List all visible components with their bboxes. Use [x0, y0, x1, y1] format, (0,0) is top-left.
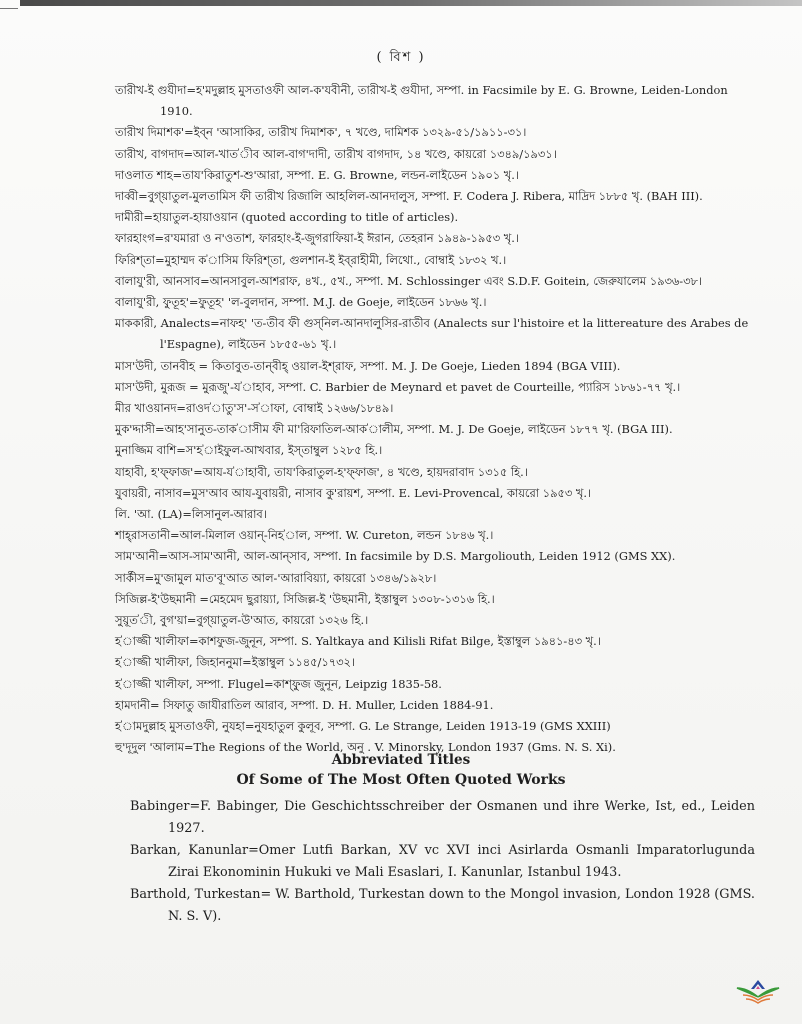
book-logo-icon	[735, 975, 781, 1005]
reference-list	[130, 796, 755, 928]
abbreviation-entry: মাস'উদী, মুরূজ = মুরূজু'-য'াহাব, সম্পা. C. Barbier de Meynard et pavet de Courteille, প্যারিস ১৮৬১-৭৭ খৃ.।	[115, 379, 681, 394]
abbreviation-entry: দাওলাত শাহ=তায'কিরাতুশ-শু'আরা, সম্পা. E. G. Browne, লন্ডন-লাইডেন ১৯০১ খৃ.।	[115, 167, 519, 182]
abbreviation-entry: ফিরিশ্‌তা=মুহাম্মদ ক'াসিম ফিরিশ্‌তা, গুলশান-ই ইব্‌রাহীমী, লিথো., বোম্বাই ১৮৩২ খ.।	[115, 252, 507, 267]
reference-entry: Barkan, Kanunlar=Omer Lutfi Barkan, XV vc XVI inci Asirlarda Osmanli Imparatorlugunda Zirai Ekonominin Hukuki ve Mali Esaslari, I. Kanunlar, Istanbul 1943.	[130, 843, 755, 880]
abbreviation-entry: দামীরী=হায়াতুল-হায়াওয়ান (quoted according to title of articles).	[115, 210, 459, 225]
abbreviation-entry: মীর খাওয়ানদ=রাওদ'াতু'স'-স'াফা, বোম্বাই ১২৬৬/১৮৪৯।	[115, 401, 394, 416]
abbreviation-entry: দাব্বী=বুগ্য়াতুল-মুলতামিস ফী তারীখ রিজালি আহলিল-আনদালুস, সম্পা. F. Codera J. Ribera, মাদ্রিদ ১৮৮৫ খৃ. (BAH III).	[115, 189, 703, 204]
abbreviation-entry: হ'াজ্জী খালীফা, জিহাননুমা=ইস্তাম্বুল ১১৪৫/১৭৩২।	[115, 655, 356, 670]
abbreviation-entry: হ'ামদুল্লাহ মুসতাওফী, নুযহা=নুযহাতুল কুলূব, সম্পা. G. Le Strange, Leiden 1913-19 (GMS XXIII)	[115, 719, 611, 734]
scan-left-edge	[0, 0, 18, 9]
abbreviation-entry: লি. 'আ. (LA)=লিসানুল-আরাব।	[115, 507, 267, 522]
abbreviation-entry: সুয়ূত'ী, বুগ'য়া=বুগ্য়াতুল-উ'আত, কায়রো ১৩২৬ হি.।	[115, 613, 369, 628]
abbreviation-entry: যাহাবী, হ'ফ্‌ফাজ'=আয-য'াহাবী, তায'কিরাতুল-হ'ফ্‌ফাজ', ৪ খণ্ডে, হায়দরাবাদ ১৩১৫ হি.।	[115, 464, 528, 479]
abbreviation-entry: হ'াজ্জী খালীফা=কাশফুজ-জুনূন, সম্পা. S. Yaltkaya and Kilisli Rifat Bilge, ইস্তাম্বুল ১৯৪১-৪৩ খৃ.।	[115, 634, 601, 649]
section-subtitle: Of Some of The Most Often Quoted Works	[236, 772, 566, 788]
abbreviation-entry: হ'াজ্জী খালীফা, সম্পা. Flugel=কাশ্‌ফুজ জুনূন, Leipzig 1835-58.	[115, 676, 442, 691]
abbreviation-entry: সিজিল্ল-ই'উছমানী =মেহমেদ ছুরায়্যা, সিজিল্ল-ই 'উছমানী, ইস্তাম্বুল ১৩০৮-১৩১৬ হি.।	[115, 591, 495, 606]
page-number: ( বিশ )	[376, 50, 426, 65]
abbreviation-entry: ফারহাংগ=র'যমারা ও ন'ওতাশ, ফারহাং-ই-জুগরাফিয়া-ই ঈরান, তেহরান ১৯৪৯-১৯৫৩ খৃ.।	[115, 231, 519, 246]
abbreviation-entry: বালাযু'রী, আনসাব=আনসাবুল-আশরাফ, ৪খ., ৫খ., সম্পা. M. Schlossinger এবং S.D.F. Goitein, জেরুযালেম ১৯৩৬-৩৮।	[115, 273, 703, 288]
abbreviation-entry: তারীখ দিমাশক'=ইব্ন 'আসাকির, তারীখ দিমাশক', ৭ খণ্ডে, দামিশক ১৩২৯-৫১/১৯১১-৩১।	[115, 125, 527, 140]
abbreviation-entry: বালাযু'রী, ফুতূহ'=ফুতূহ' 'ল-বুলদান, সম্পা. M.J. de Goeje, লাইডেন ১৮৬৬ খৃ.।	[115, 295, 487, 310]
abbreviation-entry: শাহ্‌রাসতানী=আল-মিলাল ওয়ান্‌-নিহ'াল, সম্পা. W. Cureton, লন্ডন ১৮৪৬ খৃ.।	[115, 528, 494, 543]
abbreviation-entry: হামদানী= সিফাতু জাযীরাতিল আরাব, সম্পা. D. H. Muller, Lciden 1884-91.	[115, 697, 494, 712]
abbreviation-entry: যুবায়রী, নাসাব=মুস'আব আয-যুবায়রী, নাসাব কু'রায়শ, সম্পা. E. Levi-Provencal, কায়রো ১৯৫৩ খৃ.।	[115, 485, 592, 500]
abbreviation-entry: মুনাজ্জিম বাশি=স'হ'াইফুল-আখবার, ইস্‌তাম্বুল ১২৮৫ হি.।	[115, 443, 383, 458]
reference-entry: Babinger=F. Babinger, Die Geschichtsschreiber der Osmanen und ihre Werke, Ist, ed., Leiden 1927.	[130, 799, 755, 836]
abbreviation-entry: সার্কীস=মু'জামুল মাত'বূ'আত আল-'আরাবিয়্যা, কায়রো ১৩৪৬/১৯২৮।	[115, 570, 437, 585]
abbreviation-entry: সাম'আনী=আস-সাম'আনী, আল-আন্‌সাব, সম্পা. In facsimile by D.S. Margoliouth, Leiden 1912 (GMS XX).	[115, 549, 676, 564]
abbreviation-entry: মাককারী, Analects=নাফহ' 'ত-তীব ফী গুস্‌নিল-আনদালুসির-রাতীব (Analects sur l'histoire et la littereature des Arabes de l'Espagne), লাইডেন ১৮৫৫-৬১ খৃ.।	[115, 316, 749, 352]
abbreviation-list	[115, 80, 755, 759]
section-title: Abbreviated Titles	[331, 752, 471, 768]
abbreviation-entry: হু'দূদুল 'আলাম=The Regions of the World, অনু . V. Minorsky, London 1937 (Gms. N. S. Xi).	[115, 740, 616, 755]
abbreviation-entry: তারীখ, বাগদাদ=আল-খাত'ীব আল-বাগ'দাদী, তারীখ বাগদাদ, ১৪ খণ্ডে, কায়রো ১৩৪৯/১৯৩১।	[115, 146, 557, 161]
reference-entry: Barthold, Turkestan= W. Barthold, Turkestan down to the Mongol invasion, London 1928 (GMS. N. S. V).	[130, 887, 755, 924]
abbreviation-entry: মাস'উদী, তানবীহ = কিতাবুত-তান্‌বীহ্ ওয়াল-ইশ্‌রাফ, সম্পা. M. J. De Goeje, Lieden 1894 (BGA VIII).	[115, 358, 621, 373]
abbreviation-entry: মুক'দ্দাসী=আহ'সানুত-তাক'াসীম ফী মা'রিফাতিল-আক'ালীম, সম্পা. M. J. De Goeje, লাইডেন ১৮৭৭ খৃ. (BGA III).	[115, 422, 673, 437]
abbreviation-entry: তারীখ-ই গুযীদা=হ'মদুল্লাহ মুসতাওফী আল-ক'যবীনী, তারীখ-ই গুযীদা, সম্পা. in Facsimile by E. G. Browne, Leiden-London 1910.	[115, 83, 728, 119]
logo-accent	[756, 986, 760, 989]
scan-edge-shadow	[20, 0, 802, 6]
